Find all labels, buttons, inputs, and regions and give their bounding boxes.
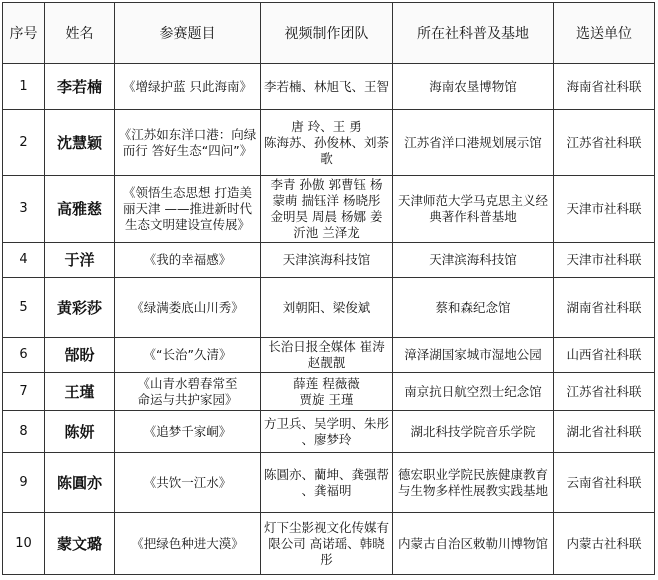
cell-base [393, 373, 554, 411]
cell-base [393, 243, 554, 278]
cell-title-line: 《绿满娄底山川秀》 [131, 299, 244, 315]
table-row [3, 453, 655, 513]
cell-team-line: 歌 [320, 150, 333, 166]
cell-number: 6 [3, 338, 45, 373]
cell-number: 1 [3, 64, 45, 110]
header-cell-unit: 选送单位 [554, 3, 655, 64]
table-row [3, 411, 655, 453]
cell-number: 5 [3, 278, 45, 338]
cell-title [115, 278, 261, 338]
cell-team-line: 、廖梦玲 [301, 431, 352, 447]
cell-unit: 湖北省社科联 [554, 411, 655, 453]
cell-name: 高雅慈 [45, 176, 115, 243]
cell-team-line: 陈海苏、孙俊林、刘荼 [264, 134, 390, 150]
cell-title [115, 453, 261, 513]
cell-unit: 山西省社科联 [554, 338, 655, 373]
cell-team [261, 411, 393, 453]
cell-unit: 海南省社科联 [554, 64, 655, 110]
header-cell-number: 序号 [3, 3, 45, 64]
cell-title [115, 338, 261, 373]
cell-team [261, 338, 393, 373]
cell-team [261, 64, 393, 110]
table-body [3, 64, 655, 575]
cell-team-line: 赵靓靓 [307, 355, 346, 370]
cell-team-line: 薛莲 程薇薇 [293, 375, 360, 391]
table-row [3, 278, 655, 338]
cell-title-line: 命运与共护家园》 [137, 391, 238, 407]
cell-base-line: 典著作科普基地 [429, 209, 517, 224]
awards-table [2, 2, 655, 575]
cell-base-line: 漳泽湖国家城市湿地公园 [404, 347, 542, 362]
cell-team-line: 、龚福明 [301, 482, 352, 498]
cell-unit: 云南省社科联 [554, 453, 655, 513]
table-row [3, 64, 655, 110]
cell-team-line: 限公司 高诺瑶、韩晓 [268, 535, 385, 551]
cell-unit: 天津市社科联 [554, 243, 655, 278]
cell-title [115, 110, 261, 176]
cell-base-line: 天津师范大学马克思主义经 [398, 193, 549, 208]
cell-team-line: 李若楠、林旭飞、王智 [264, 78, 390, 94]
cell-base [393, 64, 554, 110]
cell-name: 黄彩莎 [45, 278, 115, 338]
table-row [3, 110, 655, 176]
cell-team-line: 长治日报全媒体 崔涛 [268, 339, 385, 354]
cell-title-line: 而行 答好生态“四问”》 [122, 142, 253, 158]
cell-team-line: 李青 孙傲 郭曹钰 杨 [270, 177, 383, 192]
cell-title [115, 176, 261, 243]
cell-base [393, 278, 554, 338]
cell-base-line: 天津滨海科技馆 [429, 252, 517, 267]
cell-name: 沈慧颖 [45, 110, 115, 176]
cell-title-line: 《共饮一江水》 [143, 474, 232, 490]
cell-name: 郜盼 [45, 338, 115, 373]
cell-base-line: 海南农垦博物馆 [429, 78, 517, 94]
cell-team [261, 243, 393, 278]
cell-name: 蒙文璐 [45, 513, 115, 575]
cell-title [115, 411, 261, 453]
cell-number: 7 [3, 373, 45, 411]
table-row [3, 338, 655, 373]
cell-name: 陈圓亦 [45, 453, 115, 513]
cell-number: 8 [3, 411, 45, 453]
cell-team [261, 110, 393, 176]
cell-team-line: 沂池 兰泽龙 [293, 225, 360, 240]
cell-name: 王瑾 [45, 373, 115, 411]
cell-base-line: 湖北科技学院音乐学院 [410, 423, 536, 439]
cell-title-line: 《追梦千家峒》 [143, 423, 232, 439]
cell-title-line: 丽天津 ——推进新时代 [123, 201, 252, 216]
cell-team [261, 278, 393, 338]
cell-base [393, 513, 554, 575]
cell-team-line: 灯下尘影视文化传媒有 [264, 519, 390, 535]
cell-team-line: 方卫兵、吴学明、朱彤 [264, 415, 390, 431]
cell-title-line: 《“长治”久清》 [143, 347, 232, 362]
cell-title [115, 64, 261, 110]
cell-team-line: 贾旋 王瑾 [299, 391, 354, 407]
cell-base [393, 176, 554, 243]
cell-number: 9 [3, 453, 45, 513]
cell-team-line: 刘朝阳、梁俊斌 [282, 299, 371, 315]
cell-title-line: 《增绿护蓝 只此海南》 [123, 78, 252, 94]
cell-name: 于洋 [45, 243, 115, 278]
cell-team [261, 176, 393, 243]
cell-title [115, 513, 261, 575]
cell-title-line: 《领悟生态思想 打造美 [123, 185, 252, 200]
header-cell-team: 视频制作团队 [261, 3, 393, 64]
cell-base-line: 与生物多样性展教实践基地 [398, 482, 549, 498]
cell-team-line: 唐 玲、王 勇 [291, 118, 362, 134]
header-cell-base: 所在社科普及基地 [393, 3, 554, 64]
cell-team-line: 蒙萌 揣钰洋 杨晓彤 [272, 193, 381, 208]
cell-unit: 天津市社科联 [554, 176, 655, 243]
cell-number: 10 [3, 513, 45, 575]
cell-base-line: 江苏省洋口港规划展示馆 [404, 134, 542, 150]
header-cell-title: 参赛题目 [115, 3, 261, 64]
cell-title-line: 《山青水碧春常至 [137, 375, 238, 391]
cell-number: 4 [3, 243, 45, 278]
table-row [3, 373, 655, 411]
cell-title-line: 生态文明建设宣传展》 [124, 217, 250, 232]
cell-team-line: 陈圓亦、藺坤、龚强帮 [264, 466, 390, 482]
cell-name: 李若楠 [45, 64, 115, 110]
cell-team [261, 513, 393, 575]
header-row [3, 3, 655, 64]
cell-base [393, 338, 554, 373]
cell-title [115, 243, 261, 278]
cell-title [115, 373, 261, 411]
cell-title-line: 《江苏如东洋口港：向绿 [118, 126, 257, 142]
cell-base [393, 110, 554, 176]
awards-table-container [2, 2, 655, 575]
cell-base-line: 南京抗日航空烈士纪念馆 [404, 383, 542, 399]
cell-team-line: 彤 [320, 551, 333, 567]
cell-unit: 湖南省社科联 [554, 278, 655, 338]
cell-title-line: 《我的幸福感》 [143, 252, 232, 267]
cell-base-line: 内蒙古自治区敕勒川博物馆 [398, 535, 549, 551]
table-row [3, 243, 655, 278]
cell-unit: 江苏省社科联 [554, 110, 655, 176]
table-row [3, 513, 655, 575]
cell-number: 3 [3, 176, 45, 243]
cell-title-line: 《把绿色种进大漠》 [131, 535, 244, 551]
cell-base-line: 蔡和森纪念馆 [435, 299, 511, 315]
header-cell-name: 姓名 [45, 3, 115, 64]
cell-team [261, 373, 393, 411]
cell-base-line: 德宏职业学院民族健康教育 [398, 466, 549, 482]
cell-name: 陈妍 [45, 411, 115, 453]
cell-team-line: 金明昊 周晨 杨娜 姜 [270, 209, 383, 224]
cell-team [261, 453, 393, 513]
cell-number: 2 [3, 110, 45, 176]
cell-base [393, 411, 554, 453]
cell-team-line: 天津滨海科技馆 [282, 252, 371, 267]
table-row [3, 176, 655, 243]
cell-unit: 内蒙古社科联 [554, 513, 655, 575]
cell-unit: 江苏省社科联 [554, 373, 655, 411]
cell-base [393, 453, 554, 513]
